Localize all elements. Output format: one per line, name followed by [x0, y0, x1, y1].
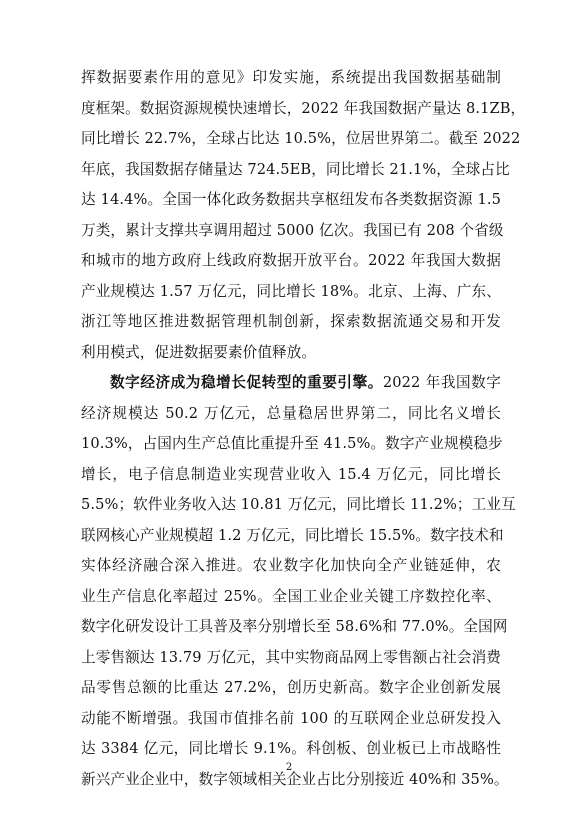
- text-line: 挥数据要素作用的意见》印发实施，系统提出我国数据基础制: [81, 69, 501, 86]
- text-line: 新兴产业企业中，数字领域相关企业占比分别接近 40%和 35%。: [81, 770, 509, 788]
- paragraph-digital-economy: [81, 368, 516, 795]
- text-line: 年底，我国数据存储量达 724.5EB，同比增长 21.1%，全球占比: [81, 160, 510, 178]
- text-line: 实体经济融合深入推进。农业数字化加快向全产业链延伸，农: [81, 557, 501, 574]
- text-line: 和城市的地方政府上线政府数据开放平台。2022 年我国大数据: [81, 252, 501, 269]
- paragraph-first-line-text: 2022 年我国数字: [382, 374, 501, 391]
- text-line: 数字化研发设计工具普及率分别增长至 58.6%和 77.0%。全国网: [81, 618, 508, 635]
- text-line: 同比增长 22.7%，全球占比达 10.5%，位居世界第二。截至 2022: [81, 130, 521, 147]
- paragraph-first-line: [81, 368, 501, 399]
- text-line: 浙江等地区推进数据管理机制创新，探索数据流通交易和开发: [81, 313, 501, 330]
- body-text: [81, 63, 526, 795]
- text-line: 品零售总额的比重达 27.2%，创历史新高。数字企业创新发展: [81, 679, 501, 696]
- text-line: 产业规模达 1.57 万亿元，同比增长 18%。北京、上海、广东、: [81, 282, 501, 300]
- text-line: 万类，累计支撑共享调用超过 5000 亿次。我国已有 208 个省级: [81, 221, 504, 239]
- text-line: 动能不断增强。我国市值排名前 100 的互联网企业总研发投入: [81, 709, 501, 727]
- text-line: 联网核心产业规模超 1.2 万亿元，同比增长 15.5%。数字技术和: [81, 526, 504, 544]
- text-line: 业生产信息化率超过 25%。全国工业企业关键工序数控化率、: [81, 587, 501, 605]
- text-line: 10.3%，占国内生产总值比重提升至 41.5%。数字产业规模稳步: [81, 435, 503, 452]
- text-line: 达 14.4%。全国一体化政务数据共享枢纽发布各类数据资源 1.5: [81, 191, 501, 208]
- text-line: 达 3384 亿元，同比增长 9.1%。科创板、创业板已上市战略性: [81, 740, 501, 757]
- paragraph-data-resources: [81, 63, 526, 368]
- text-line: 利用模式，促进数据要素价值释放。: [81, 343, 317, 361]
- page-number: 2: [285, 762, 293, 773]
- text-line: 增长，电子信息制造业实现营业收入 15.4 万亿元，同比增长: [81, 465, 501, 483]
- text-line: 上零售额达 13.79 万亿元，其中实物商品网上零售额占社会消费: [81, 648, 501, 666]
- text-line: 5.5%；软件业务收入达 10.81 万亿元，同比增长 11.2%；工业互: [81, 496, 516, 513]
- paragraph-lead-sentence: 数字经济成为稳增长促转型的重要引擎。: [110, 374, 383, 391]
- text-line: 度框架。数据资源规模快速增长，2022 年我国数据产量达 8.1ZB，: [81, 99, 526, 117]
- text-line: 经济规模达 50.2 万亿元，总量稳居世界第二，同比名义增长: [81, 404, 501, 422]
